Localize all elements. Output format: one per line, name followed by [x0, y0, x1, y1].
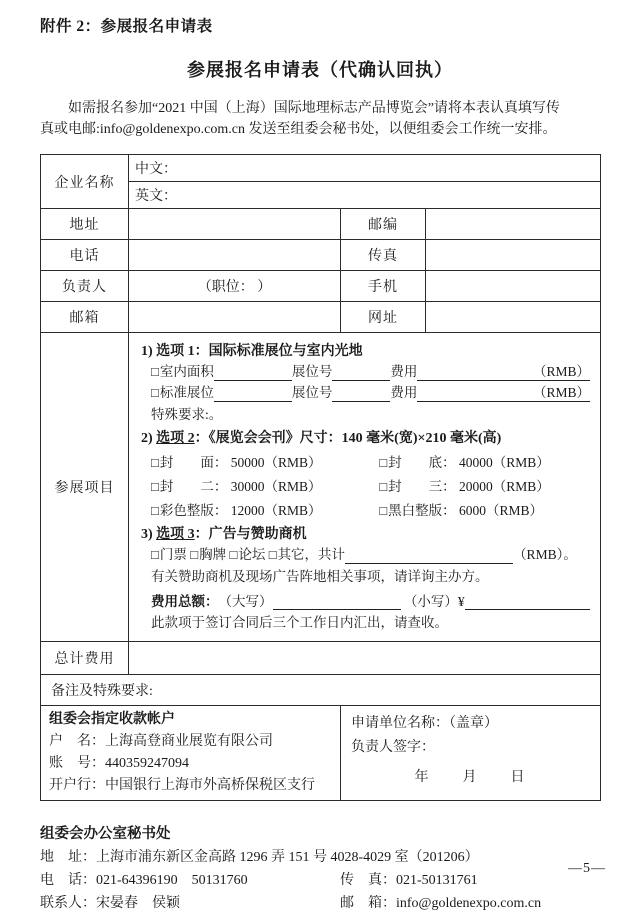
checkbox-ticket[interactable]: □ — [151, 547, 159, 562]
price-row — [151, 499, 590, 519]
price-label: 封 二： 30000（RMB） — [159, 479, 322, 494]
fee-label: 费用 — [390, 364, 418, 379]
total-amount-label: 费用总额： — [151, 594, 219, 609]
price-label: 封 面： 50000（RMB） — [159, 455, 322, 470]
footer-email: 邮 箱：info@goldenexpo.com.cn — [340, 896, 542, 911]
postcode-label: 邮编 — [341, 209, 426, 240]
option3-heading — [141, 523, 590, 543]
table-row — [41, 642, 601, 675]
table-row — [41, 333, 601, 642]
company-name-label: 企业名称 — [41, 155, 129, 209]
badge-label: 胸牌 — [199, 547, 227, 562]
total-amount-line — [151, 590, 590, 610]
option2-rest: ：《展览会会刊》尺寸：140 毫米(宽)×210 毫米(高) — [194, 431, 502, 446]
checkbox-cover-3[interactable]: □ — [379, 479, 388, 494]
option3-sponsor-row — [151, 546, 590, 564]
manager-label: 负责人 — [41, 271, 129, 302]
standard-booth-label: 标准展位 — [159, 385, 214, 400]
bank-account-cell — [41, 706, 341, 801]
footer-title: 组委会办公室秘书处 — [40, 826, 171, 842]
fee-blank[interactable] — [417, 363, 590, 381]
total-fee-label: 总计费用 — [41, 642, 129, 675]
table-row — [41, 706, 601, 801]
rmb-unit: （RMB） — [533, 385, 591, 400]
price-row — [151, 451, 590, 471]
footer-phone-row — [40, 869, 600, 892]
checkbox-cover-back[interactable]: □ — [379, 455, 388, 470]
footer-contact: 联系人：宋晏春 侯颖 — [40, 896, 180, 911]
website-label: 网址 — [341, 302, 426, 333]
email-field[interactable] — [129, 302, 341, 333]
footer-phone: 电 话：021-64396190 50131760 — [40, 873, 248, 888]
bank-branch: 开户行：中国银行上海市外高桥保税区支行 — [49, 778, 315, 793]
table-row — [41, 271, 601, 302]
phone-label: 电话 — [41, 240, 129, 271]
bank-account-number: 账 号：440359247094 — [49, 756, 189, 771]
booth-no-label: 展位号 — [291, 364, 333, 379]
fax-label: 传真 — [341, 240, 426, 271]
option3-underlined: 选项 3 — [156, 527, 195, 542]
intro-paragraph — [40, 98, 600, 140]
amount-words-blank[interactable] — [273, 594, 401, 610]
other-total-label: 其它，共计 — [277, 547, 346, 562]
footer-contact-row — [40, 892, 600, 915]
postcode-field[interactable] — [426, 209, 601, 240]
checkbox-indoor-area[interactable]: □ — [151, 364, 159, 379]
website-field[interactable] — [426, 302, 601, 333]
amount-words-label: （大写） — [218, 594, 273, 609]
option1-heading: 1) 选项 1：国际标准展位与室内光地 — [141, 344, 363, 359]
price-row — [151, 475, 590, 495]
rmb-unit: （RMB） — [533, 364, 591, 379]
sponsor-total-blank[interactable] — [345, 548, 513, 564]
total-fee-field[interactable] — [129, 642, 601, 675]
price-label: 彩色整版： 12000（RMB） — [159, 503, 322, 518]
footer-address: 地 址：上海市浦东新区金高路 1296 弄 151 号 4028-4029 室（201206） — [40, 850, 479, 865]
sponsor-note: 有关赞助商机及现场广告阵地相关事项，请详询主办方。 — [151, 569, 489, 584]
standard-booth-blank[interactable] — [214, 386, 292, 402]
checkbox-cover-2[interactable]: □ — [151, 479, 159, 494]
special-requirements-line: 特殊要求:。 — [151, 407, 223, 422]
forum-label: 论坛 — [238, 547, 266, 562]
fax-field[interactable] — [426, 240, 601, 271]
option2-heading — [141, 427, 590, 447]
price-label: 封 底： 40000（RMB） — [388, 455, 550, 470]
exhibit-items-label: 参展项目 — [41, 333, 129, 642]
price-item — [379, 475, 590, 495]
mobile-label: 手机 — [341, 271, 426, 302]
application-form-table — [40, 154, 601, 801]
phone-field[interactable] — [129, 240, 341, 271]
page-number: —5— — [568, 861, 606, 876]
price-item — [379, 451, 590, 471]
bank-account-title: 组委会指定收款帐户 — [49, 712, 175, 727]
intro-line-2: 真或电邮:info@goldenexpo.com.cn 发送至组委会秘书处，以便组委会工作统一安排。 — [40, 122, 557, 137]
booth-no-label: 展位号 — [291, 385, 333, 400]
price-label: 黑白整版： 6000（RMB） — [388, 503, 544, 518]
table-row — [41, 155, 601, 182]
mobile-field[interactable] — [426, 271, 601, 302]
rmb-unit-end: （RMB）。 — [513, 547, 577, 562]
fee-blank[interactable] — [417, 384, 590, 402]
checkbox-forum[interactable]: □ — [229, 547, 238, 562]
page-title: 参展报名申请表（代确认回执） — [187, 60, 453, 80]
option2-underlined: 选项 2 — [156, 431, 195, 446]
table-row — [41, 240, 601, 271]
price-label: 封 三： 20000（RMB） — [388, 479, 550, 494]
bank-account-name: 户 名：上海高登商业展览有限公司 — [49, 734, 273, 749]
checkbox-color-page[interactable]: □ — [151, 503, 159, 518]
price-item — [379, 499, 590, 519]
ticket-label: 门票 — [159, 547, 187, 562]
manager-position-field[interactable]: （职位： ） — [129, 271, 341, 302]
journal-price-grid — [151, 451, 590, 519]
checkbox-standard-booth[interactable]: □ — [151, 385, 159, 400]
booth-no-blank[interactable] — [332, 365, 390, 381]
footer-secretariat — [40, 823, 600, 915]
address-field[interactable] — [129, 209, 341, 240]
applicant-sign-label[interactable]: 负责人签字： — [351, 740, 435, 755]
applicant-date-line[interactable]: 年 月 日 — [414, 770, 527, 785]
payment-note: 此款项于签订合同后三个工作日内汇出，请查收。 — [151, 615, 448, 630]
option3-number: 3) — [141, 527, 157, 542]
footer-fax: 传 真：021-50131761 — [340, 873, 478, 888]
checkbox-bw-page[interactable]: □ — [379, 503, 388, 518]
option1-indoor-row — [151, 363, 590, 381]
address-label: 地址 — [41, 209, 129, 240]
amount-figures-blank[interactable] — [465, 594, 590, 610]
price-item — [151, 499, 379, 519]
option3-rest: ：广告与赞助商机 — [194, 527, 307, 542]
attachment-heading: 附件 2：参展报名申请表 — [40, 18, 213, 35]
table-row — [41, 675, 601, 706]
indoor-area-label: 室内面积 — [159, 364, 214, 379]
remarks-field[interactable]: 备注及特殊要求: — [41, 675, 601, 706]
applicant-cell — [341, 706, 601, 801]
checkbox-badge[interactable]: □ — [190, 547, 199, 562]
intro-line-1: 如需报名参加“2021 中国（上海）国际地理标志产品博览会”请将本表认真填写传 — [68, 101, 560, 116]
fee-label: 费用 — [390, 385, 418, 400]
option1-standard-row — [151, 384, 590, 402]
amount-figures-label: （小写）¥ — [403, 594, 465, 609]
company-name-en-field[interactable]: 英文： — [129, 182, 601, 209]
checkbox-cover-front[interactable]: □ — [151, 455, 159, 470]
booth-no-blank[interactable] — [332, 386, 390, 402]
table-row — [41, 209, 601, 240]
exhibit-items-cell — [129, 333, 601, 642]
company-name-cn-field[interactable]: 中文： — [129, 155, 601, 182]
indoor-area-blank[interactable] — [214, 365, 292, 381]
email-label: 邮箱 — [41, 302, 129, 333]
option2-number: 2) — [141, 431, 157, 446]
checkbox-other[interactable]: □ — [268, 547, 277, 562]
table-row — [41, 302, 601, 333]
applicant-name-label[interactable]: 申请单位名称：（盖章） — [351, 716, 498, 731]
price-item — [151, 475, 379, 495]
price-item — [151, 451, 379, 471]
